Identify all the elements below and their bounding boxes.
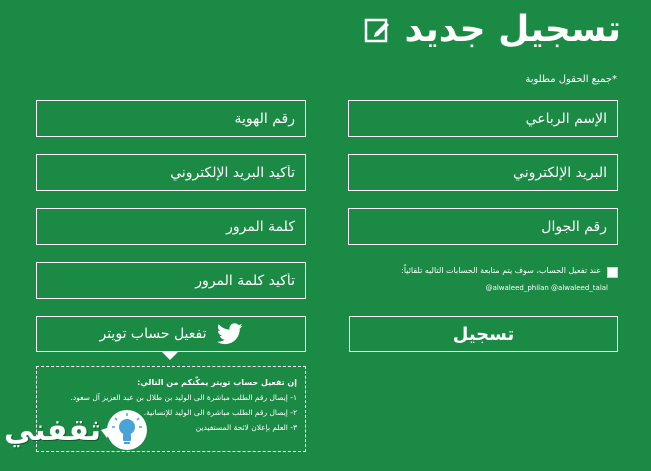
info-line: ٢- إيصال رقم الطلب مباشرة الى الوليد للإنسانية.: [143, 408, 297, 417]
id-number-input[interactable]: [36, 100, 306, 137]
password-confirm-input[interactable]: [36, 262, 306, 299]
auto-follow-checkbox[interactable]: [607, 267, 618, 278]
register-button[interactable]: تسجيل: [349, 316, 618, 352]
auto-follow-section: [348, 264, 618, 292]
twitter-activate-label: تفعيل حساب تويتر: [99, 326, 207, 342]
info-line: ١- إيصال رقم الطلب مباشرة الى الوليد بن طلال بن عبد العزيز آل سعود.: [70, 393, 297, 402]
lightbulb-icon: [97, 408, 151, 452]
required-fields-note: *جميع الحقول مطلوبة: [525, 74, 617, 85]
info-title: إن تفعيل حساب تويتر يمكّنكم من التالي:: [137, 378, 297, 387]
page-title-text: تسجيل جديد: [404, 9, 621, 50]
auto-follow-label: عند تفعيل الحساب، سوف يتم متابعة الحسابات التاليه تلقائياً:: [401, 266, 601, 275]
twitter-activate-button[interactable]: [36, 316, 306, 352]
info-line: ٣- العلم بإعلان لائحة المستفيدين: [195, 423, 297, 432]
logo-text: ثقفني: [4, 412, 102, 448]
twitter-bird-icon: [217, 323, 243, 345]
site-logo: [4, 408, 151, 452]
edit-icon: [364, 16, 392, 44]
full-name-input[interactable]: [348, 100, 618, 137]
email-input[interactable]: [348, 154, 618, 191]
password-input[interactable]: [36, 208, 306, 245]
follow-handles: @alwaleed_philan @alwaleed_talal: [485, 284, 608, 292]
tooltip-pointer: [162, 352, 178, 360]
page-title: [364, 9, 621, 50]
email-confirm-input[interactable]: [36, 154, 306, 191]
mobile-input[interactable]: [348, 208, 618, 245]
